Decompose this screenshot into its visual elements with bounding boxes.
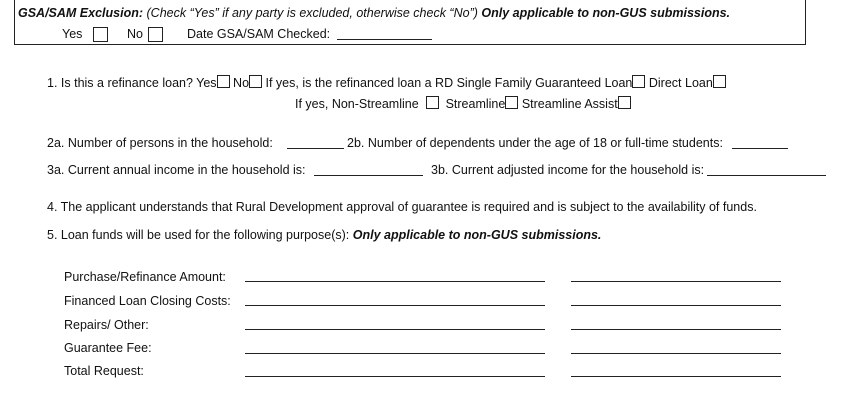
gsa-sam-heading	[18, 6, 730, 20]
q1-text: 1. Is this a refinance loan? Yes	[47, 76, 217, 90]
purpose-guarantee-field-2[interactable]	[571, 353, 781, 354]
q1-direct-label: Direct Loan	[648, 76, 713, 90]
purpose-repairs-field-1[interactable]	[245, 329, 545, 330]
q1-streamline-row	[295, 96, 631, 111]
gsa-no-label: No	[127, 27, 143, 41]
q3a-field[interactable]	[314, 175, 423, 176]
gsa-yes-label: Yes	[62, 27, 83, 41]
q2a-label: 2a. Number of persons in the household:	[47, 136, 273, 150]
purpose-closing-field-2[interactable]	[571, 305, 781, 306]
q1-non-streamline-checkbox[interactable]	[426, 96, 439, 109]
q5-text: 5. Loan funds will be used for the following purpose(s):	[47, 228, 350, 242]
q1-streamline-label: Streamline	[445, 97, 506, 111]
q4-text: 4. The applicant understands that Rural Development approval of guarantee is required and is subject to the availability of funds.	[47, 200, 757, 214]
q2b-label: 2b. Number of dependents under the age of 18 or full-time students:	[347, 136, 723, 150]
purpose-label-total: Total Request:	[64, 364, 144, 378]
q1-yes-checkbox[interactable]	[217, 75, 230, 88]
q1-no-label: No	[233, 76, 250, 90]
purpose-label-purchase: Purchase/Refinance Amount:	[64, 270, 226, 284]
purpose-total-field-2[interactable]	[571, 376, 781, 377]
purpose-label-guarantee: Guarantee Fee:	[64, 341, 152, 355]
q1-rd-sfg-checkbox[interactable]	[632, 75, 645, 88]
purpose-purchase-field-1[interactable]	[245, 281, 545, 282]
q1-non-streamline-label: If yes, Non-Streamline	[295, 97, 419, 111]
q3b-label: 3b. Current adjusted income for the household is:	[431, 163, 705, 177]
gsa-yes-checkbox[interactable]	[93, 27, 108, 42]
purpose-total-field-1[interactable]	[245, 376, 545, 377]
gsa-note: Only applicable to non-GUS submissions.	[481, 6, 731, 20]
q3a-label: 3a. Current annual income in the household is:	[47, 163, 306, 177]
gsa-yes-option	[62, 27, 82, 41]
gsa-date-field[interactable]	[337, 39, 432, 40]
q1-streamline-checkbox[interactable]	[505, 96, 518, 109]
q1-direct-checkbox[interactable]	[713, 75, 726, 88]
gsa-title: GSA/SAM Exclusion:	[18, 6, 144, 20]
gsa-instruction: (Check “Yes” if any party is excluded, otherwise check “No”)	[146, 6, 478, 20]
purpose-label-closing: Financed Loan Closing Costs:	[64, 294, 231, 308]
q2b-field[interactable]	[732, 148, 788, 149]
q3b-field[interactable]	[707, 175, 826, 176]
q1-if-yes-text: If yes, is the refinanced loan a RD Single Family Guaranteed Loan	[265, 76, 633, 90]
purpose-repairs-field-2[interactable]	[571, 329, 781, 330]
gsa-date-label: Date GSA/SAM Checked:	[187, 27, 331, 41]
q1-row	[47, 75, 726, 90]
gsa-no-checkbox[interactable]	[148, 27, 163, 42]
q5-note: Only applicable to non-GUS submissions.	[352, 228, 602, 242]
q1-assist-label: Streamline Assist	[521, 97, 618, 111]
q1-assist-checkbox[interactable]	[618, 96, 631, 109]
purpose-label-repairs: Repairs/ Other:	[64, 318, 149, 332]
q1-no-checkbox[interactable]	[249, 75, 262, 88]
q5-row	[47, 228, 601, 242]
purpose-purchase-field-2[interactable]	[571, 281, 781, 282]
purpose-closing-field-1[interactable]	[245, 305, 545, 306]
purpose-guarantee-field-1[interactable]	[245, 353, 545, 354]
q2a-field[interactable]	[287, 148, 344, 149]
